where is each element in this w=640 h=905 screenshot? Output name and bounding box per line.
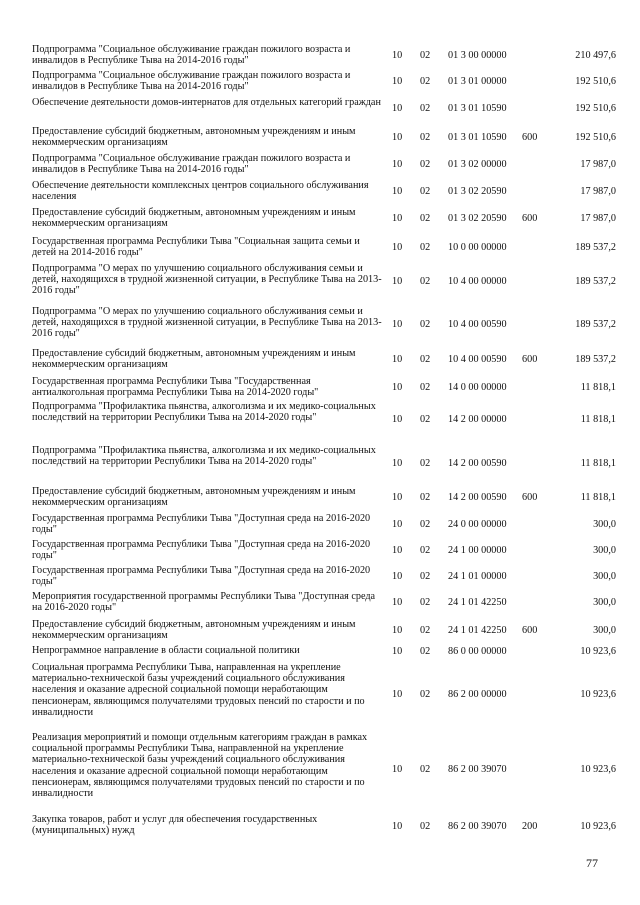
row-name: Предоставление субсидий бюджетным, автономным учреждениям и иным некоммерческим организациям [32,348,356,371]
row-name: Государственная программа Республики Тыва "Доступная среда на 2016-2020 годы" [32,513,371,536]
row-target-code: 24 1 01 00000 [448,570,507,582]
row-section-code: 10 [392,381,403,393]
row-section-code: 10 [392,413,403,425]
row-subsection-code: 02 [420,688,431,700]
row-name: Непрограммное направление в области социальной политики [32,645,300,656]
row-name: Подпрограмма "Профилактика пьянства, алкоголизма и их медико-социальных последствий на территории Республики Тыва на 2014-2020 годы" [32,445,376,468]
row-target-code: 01 3 02 00000 [448,158,507,170]
row-section-code: 10 [392,820,403,832]
table-row [0,619,640,641]
row-name: Предоставление субсидий бюджетным, автономным учреждениям и иным некоммерческим организациям [32,207,356,230]
row-subsection-code: 02 [420,158,431,170]
row-target-code: 24 0 00 00000 [448,518,507,530]
row-section-code: 10 [392,49,403,61]
row-expense-type-code: 600 [522,212,538,224]
table-row [0,348,640,370]
row-amount: 300,0 [593,624,616,636]
row-subsection-code: 02 [420,518,431,530]
row-amount: 10 923,6 [580,645,616,657]
row-section-code: 10 [392,624,403,636]
table-row [0,591,640,613]
row-amount: 300,0 [593,570,616,582]
row-target-code: 14 2 00 00590 [448,457,507,469]
row-name: Предоставление субсидий бюджетным, автономным учреждениям и иным некоммерческим организациям [32,126,356,149]
row-subsection-code: 02 [420,102,431,114]
row-name: Закупка товаров, работ и услуг для обеспечения государственных (муниципальных) нужд [32,814,318,837]
row-section-code: 10 [392,457,403,469]
row-name: Государственная программа Республики Тыва "Государственная антиалкогольная программа Республики Тыва на 2014-2020 годы" [32,376,319,399]
row-section-code: 10 [392,353,403,365]
table-row [0,486,640,508]
row-amount: 189 537,2 [575,275,616,287]
row-subsection-code: 02 [420,381,431,393]
row-amount: 300,0 [593,596,616,608]
row-name: Подпрограмма "О мерах по улучшению социального обслуживания семьи и детей, находящихся в трудной жизненной ситуации, в Республике Тыва на 2013-2016 годы" [32,306,382,340]
table-row [0,44,640,66]
row-target-code: 14 0 00 00000 [448,381,507,393]
table-row [0,565,640,587]
row-subsection-code: 02 [420,75,431,87]
table-row [0,401,640,437]
row-target-code: 10 4 00 00000 [448,275,507,287]
row-section-code: 10 [392,158,403,170]
row-expense-type-code: 600 [522,491,538,503]
page-number: 77 [586,856,598,870]
row-subsection-code: 02 [420,353,431,365]
row-amount: 11 818,1 [580,457,616,469]
row-expense-type-code: 600 [522,131,538,143]
row-section-code: 10 [392,491,403,503]
row-subsection-code: 02 [420,491,431,503]
row-target-code: 86 2 00 39070 [448,764,507,775]
table-row [0,376,640,398]
row-subsection-code: 02 [420,596,431,608]
row-target-code: 86 2 00 39070 [448,820,507,832]
table-row [0,263,640,299]
row-target-code: 10 4 00 00590 [448,353,507,365]
table-row [0,645,640,657]
row-amount: 17 987,0 [580,185,616,197]
row-amount: 10 923,6 [580,820,616,832]
row-amount: 11 818,1 [580,381,616,393]
row-name: Подпрограмма "Социальное обслуживание граждан пожилого возраста и инвалидов в Республике Тыва на 2014-2016 годы" [32,70,351,93]
row-target-code: 01 3 01 10590 [448,102,507,114]
row-amount: 10 923,6 [580,688,616,700]
table-row [0,814,640,838]
row-target-code: 01 3 01 00000 [448,75,507,87]
row-target-code: 01 3 02 20590 [448,185,507,197]
row-target-code: 01 3 02 20590 [448,212,507,224]
row-amount: 17 987,0 [580,212,616,224]
row-amount: 300,0 [593,544,616,556]
row-target-code: 86 0 00 00000 [448,645,507,657]
row-section-code: 10 [392,102,403,114]
row-amount: 17 987,0 [580,158,616,170]
table-row [0,153,640,175]
row-amount: 300,0 [593,518,616,530]
row-subsection-code: 02 [420,544,431,556]
row-target-code: 24 1 00 00000 [448,544,507,556]
row-subsection-code: 02 [420,318,431,330]
row-name: Социальная программа Республики Тыва, направленная на укрепление материально-технической базы учреждений социального обслуживания населения и оказание адресной социальной помощи неработающим пенсионерам, являющимся получателями трудовых пенсий по старости и по инвалидности [32,662,365,718]
row-amount: 210 497,6 [575,49,616,61]
row-section-code: 10 [392,241,403,253]
row-name: Подпрограмма "Социальное обслуживание граждан пожилого возраста и инвалидов в Республике Тыва на 2014-2016 годы" [32,153,351,176]
table-row [0,126,640,148]
row-subsection-code: 02 [420,275,431,287]
row-expense-type-code: 200 [522,820,538,832]
table-row [0,97,640,119]
table-row [0,513,640,535]
row-amount: 192 510,6 [575,75,616,87]
row-section-code: 10 [392,131,403,143]
table-row [0,539,640,561]
row-name: Предоставление субсидий бюджетным, автономным учреждениям и иным некоммерческим организациям [32,619,356,642]
row-section-code: 10 [392,318,403,330]
row-section-code: 10 [392,518,403,530]
row-subsection-code: 02 [420,820,431,832]
row-section-code: 10 [392,645,403,657]
row-amount: 189 537,2 [575,353,616,365]
row-target-code: 86 2 00 00000 [448,688,507,700]
table-row [0,70,640,92]
table-row [0,445,640,481]
row-amount: 189 537,2 [575,318,616,330]
table-row [0,180,640,202]
row-section-code: 10 [392,764,403,775]
row-subsection-code: 02 [420,645,431,657]
row-target-code: 24 1 01 42250 [448,596,507,608]
row-subsection-code: 02 [420,241,431,253]
row-name: Обеспечение деятельности комплексных центров социального обслуживания населения [32,180,369,203]
row-section-code: 10 [392,544,403,556]
row-name: Обеспечение деятельности домов-интернатов для отдельных категорий граждан [32,97,381,108]
table-row [0,236,640,258]
row-subsection-code: 02 [420,212,431,224]
row-name: Государственная программа Республики Тыва "Доступная среда на 2016-2020 годы" [32,565,371,588]
row-expense-type-code: 600 [522,353,538,365]
row-subsection-code: 02 [420,185,431,197]
row-section-code: 10 [392,596,403,608]
table-row [0,662,640,726]
row-target-code: 10 0 00 00000 [448,241,507,253]
row-name: Государственная программа Республики Тыва "Доступная среда на 2016-2020 годы" [32,539,371,562]
row-subsection-code: 02 [420,457,431,469]
row-amount: 192 510,6 [575,102,616,114]
row-name: Подпрограмма "О мерах по улучшению социального обслуживания семьи и детей, находящихся в трудной жизненной ситуации, в Республике Тыва на 2013-2016 годы" [32,263,382,297]
row-target-code: 10 4 00 00590 [448,318,507,330]
row-name: Реализация мероприятий и помощи отдельным категориям граждан в рамках социальной программы Республики Тыва, направленной на укрепление материально-технической базы учреждений социального обслуживания населения и оказание адресной социальной помощи неработающим пенсионерам, являющимся получателями трудовых пенсий по старости и по инвалидности [32,732,368,800]
row-amount: 11 818,1 [580,413,616,425]
table-row [0,207,640,229]
table-row [0,306,640,342]
row-section-code: 10 [392,688,403,700]
row-name: Государственная программа Республики Тыва "Социальная защита семьи и детей на 2014-2016 годы" [32,236,360,259]
table-row [0,732,640,807]
row-target-code: 14 2 00 00000 [448,413,507,425]
row-subsection-code: 02 [420,624,431,636]
row-target-code: 01 3 01 10590 [448,131,507,143]
row-amount: 189 537,2 [575,241,616,253]
row-target-code: 14 2 00 00590 [448,491,507,503]
row-section-code: 10 [392,75,403,87]
row-subsection-code: 02 [420,764,431,775]
row-subsection-code: 02 [420,49,431,61]
row-section-code: 10 [392,570,403,582]
row-section-code: 10 [392,275,403,287]
row-expense-type-code: 600 [522,624,538,636]
row-name: Предоставление субсидий бюджетным, автономным учреждениям и иным некоммерческим организациям [32,486,356,509]
row-target-code: 24 1 01 42250 [448,624,507,636]
row-amount: 11 818,1 [580,491,616,503]
row-subsection-code: 02 [420,570,431,582]
row-section-code: 10 [392,185,403,197]
row-amount: 10 923,6 [580,764,616,775]
row-name: Подпрограмма "Социальное обслуживание граждан пожилого возраста и инвалидов в Республике Тыва на 2014-2016 годы" [32,44,351,67]
row-name: Мероприятия государственной программы Республики Тыва "Доступная среда на 2016-2020 годы" [32,591,376,614]
row-name: Подпрограмма "Профилактика пьянства, алкоголизма и их медико-социальных последствий на территории Республики Тыва на 2014-2020 годы" [32,401,376,424]
row-subsection-code: 02 [420,131,431,143]
row-amount: 192 510,6 [575,131,616,143]
row-subsection-code: 02 [420,413,431,425]
row-target-code: 01 3 00 00000 [448,49,507,61]
row-section-code: 10 [392,212,403,224]
